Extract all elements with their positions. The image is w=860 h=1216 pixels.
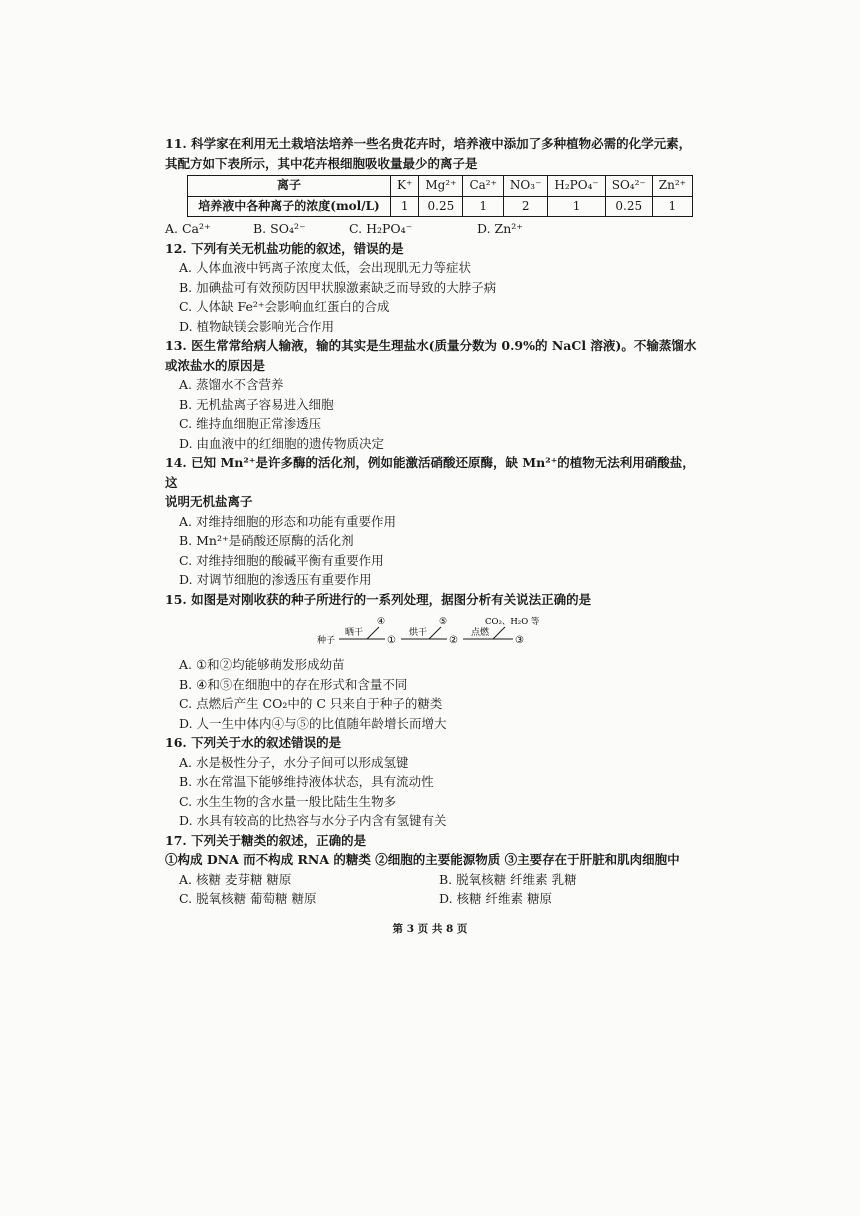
option-c: C. H₂PO₄⁻: [349, 221, 413, 236]
ion-concentration-table: [187, 175, 693, 217]
options-row-cd: [165, 889, 705, 909]
option-a: A. 水是极性分子，水分子间可以形成氢键: [179, 754, 409, 770]
diagram-branch-2: [429, 627, 441, 639]
question-11-stem-line2: 其配方如下表所示，其中花卉根细胞吸收量最少的离子是: [165, 155, 478, 171]
seed-processing-diagram: [315, 613, 545, 651]
table-cell-value: 1: [652, 196, 692, 217]
diagram-products-label: CO₂、H₂O 等: [485, 617, 540, 627]
option-c: C. 水生生物的含水量一般比陆生生物多: [179, 793, 397, 809]
table-cell-value: 1: [548, 196, 605, 217]
diagram-seed-label: 种子: [317, 636, 336, 646]
option-b: B. 加碘盐可有效预防因甲状腺激素缺乏而导致的大脖子病: [179, 279, 497, 295]
table-cell-ion: NO₃⁻: [503, 176, 547, 197]
table-row: [188, 196, 693, 217]
option-d: D. 人一生中体内④与⑤的比值随年龄增长而增大: [179, 715, 447, 731]
diagram-branch-1: [367, 627, 379, 639]
option-a: A. ①和②均能够萌发形成幼苗: [179, 657, 345, 672]
table-cell-value: 2: [503, 196, 547, 217]
table-cell-ion: Zn²⁺: [652, 176, 692, 197]
option-a: A. 蒸馏水不含营养: [179, 377, 284, 392]
question-12: [165, 239, 705, 337]
question-14-stem-line2: 说明无机盐离子: [165, 494, 253, 509]
question-14-stem-line1: 14. 已知 Mn²⁺是许多酶的活化剂，例如能激活硝酸还原酶，缺 Mn²⁺的植物无法利用硝酸盐，这: [165, 455, 695, 490]
table-cell-value: 0.25: [419, 196, 463, 217]
question-15: [165, 590, 705, 734]
diagram-step2-label: 烘干: [409, 628, 428, 638]
table-cell-ion: Ca²⁺: [463, 176, 503, 197]
option-c: C. 维持血细胞正常渗透压: [179, 416, 322, 431]
option-c: C. 脱氧核糖 葡萄糖 糖原: [179, 891, 317, 906]
option-c: C. 对维持细胞的酸碱平衡有重要作用: [179, 552, 384, 568]
option-d: D. 由血液中的红细胞的遗传物质决定: [179, 435, 385, 451]
diagram-step1-label: 晒干: [345, 628, 364, 638]
option-d: D. 核糖 纤维素 糖原: [439, 891, 552, 906]
question-13-stem-line1: 13. 医生常常给病人输液，输的其实是生理盐水(质量分数为 0.9%的 NaCl 溶液)。不输蒸馏水: [165, 338, 697, 353]
question-17: [165, 831, 705, 909]
option-b: B. 水在常温下能够维持液体状态，具有流动性: [179, 774, 434, 789]
question-12-stem: 12. 下列有关无机盐功能的叙述，错误的是: [165, 240, 404, 256]
diagram-out-3: ③: [515, 635, 524, 646]
diagram-mark-5: ⑤: [439, 617, 448, 627]
question-17-stem: 17. 下列关于糖类的叙述，正确的是: [165, 832, 367, 848]
question-11: [165, 134, 705, 239]
option-d: D. 植物缺镁会影响光合作用: [179, 318, 335, 334]
diagram-mark-4: ④: [377, 617, 386, 627]
page-footer: 第 3 页 共 8 页: [392, 923, 468, 935]
question-list: [165, 134, 705, 909]
question-16: [165, 733, 705, 831]
diagram-step3-label: 点燃: [471, 628, 490, 638]
question-16-stem: 16. 下列关于水的叙述错误的是: [165, 735, 342, 750]
option-d: D. Zn²⁺: [477, 221, 523, 236]
option-a: A. 对维持细胞的形态和功能有重要作用: [179, 513, 396, 529]
table-header-ion: 离子: [188, 176, 391, 197]
table-cell-value: 1: [391, 196, 419, 217]
option-a: A. Ca²⁺: [165, 221, 211, 236]
diagram-out-1: ①: [387, 635, 396, 646]
option-b: B. SO₄²⁻: [253, 221, 306, 236]
option-b: B. 无机盐离子容易进入细胞: [179, 396, 334, 412]
option-a: A. 人体血液中钙离子浓度太低，会出现肌无力等症状: [179, 260, 471, 275]
table-header-concentration: 培养液中各种离子的浓度(mol/L): [188, 196, 391, 217]
option-a: A. 核糖 麦芽糖 糖原: [179, 871, 292, 887]
option-d: D. 对调节细胞的渗透压有重要作用: [179, 572, 372, 587]
diagram-out-2: ②: [449, 635, 458, 646]
table-cell-value: 1: [463, 196, 503, 217]
table-cell-ion: SO₄²⁻: [605, 176, 652, 197]
table-cell-ion: H₂PO₄⁻: [548, 176, 605, 197]
table-cell-ion: Mg²⁺: [419, 176, 463, 197]
options-row-ab: [165, 870, 705, 890]
diagram-branch-3: [493, 627, 505, 639]
question-11-options: [165, 219, 705, 239]
question-13-stem-line2: 或浓盐水的原因是: [165, 357, 266, 373]
question-11-stem-line1: 11. 科学家在利用无土栽培法培养一些名贵花卉时，培养液中添加了多种植物必需的化学元素，: [165, 136, 692, 151]
table-cell-ion: K⁺: [391, 176, 419, 197]
table-row: [188, 176, 693, 197]
question-17-sub-items: ①构成 DNA 而不构成 RNA 的糖类 ②细胞的主要能源物质 ③主要存在于肝脏和肌肉细胞中: [165, 852, 680, 867]
table-cell-value: 0.25: [605, 196, 652, 217]
option-d: D. 水具有较高的比热容与水分子内含有氢键有关: [179, 813, 447, 828]
question-15-stem: 15. 如图是对刚收获的种子所进行的一系列处理，据图分析有关说法正确的是: [165, 591, 592, 607]
question-14: [165, 453, 705, 590]
question-13: [165, 336, 705, 453]
option-c: C. 人体缺 Fe²⁺会影响血红蛋白的合成: [179, 299, 390, 314]
option-b: B. ④和⑤在细胞中的存在形式和含量不同: [179, 676, 408, 692]
option-b: B. 脱氧核糖 纤维素 乳糖: [439, 871, 577, 887]
option-c: C. 点燃后产生 CO₂中的 C 只来自于种子的糖类: [179, 696, 443, 711]
option-b: B. Mn²⁺是硝酸还原酶的活化剂: [179, 533, 354, 548]
